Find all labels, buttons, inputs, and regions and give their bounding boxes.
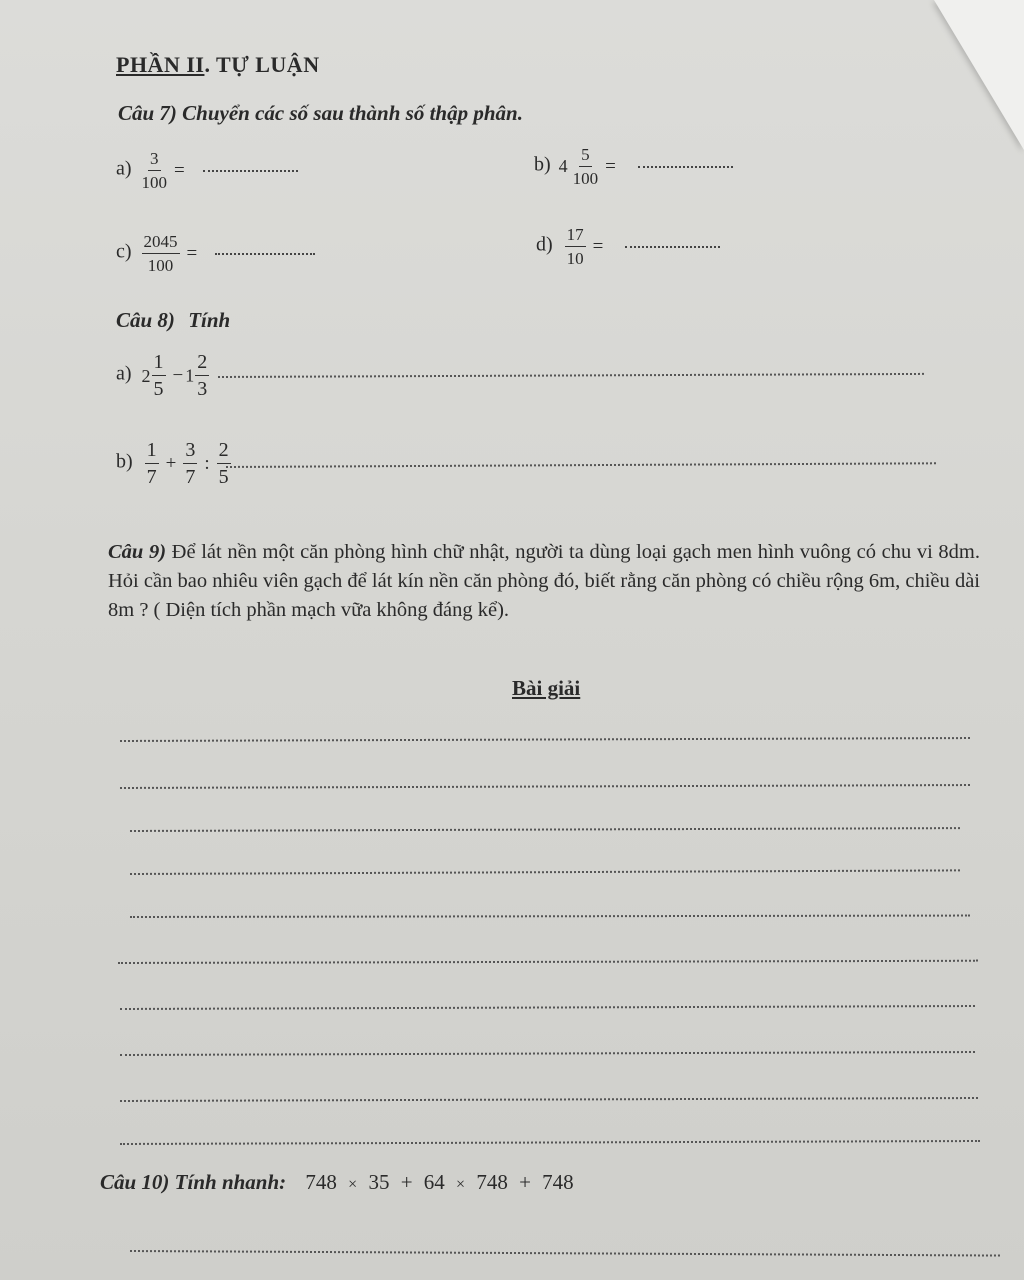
q7-d-numerator: 17 [565, 226, 586, 247]
q10-term-a: 748 [305, 1170, 337, 1194]
q7-c-numerator: 2045 [142, 233, 180, 254]
q8-b-numerator-1: 1 [145, 440, 159, 464]
q7-a-fraction [142, 150, 168, 192]
q10-times-1: × [348, 1176, 358, 1193]
q10-lead: Câu 10) Tính nhanh: [100, 1170, 287, 1194]
q7-a-answer-blank[interactable] [203, 170, 298, 172]
q10-term-c: 64 [423, 1170, 445, 1194]
q10-times-2: × [456, 1176, 466, 1193]
q7-b-fraction [573, 146, 599, 188]
q7-a-numerator: 3 [148, 150, 161, 171]
q8-a-whole-2: 1 [185, 365, 195, 386]
q8-a-numerator-1: 1 [152, 352, 166, 376]
q8-b-fraction-1 [145, 440, 159, 488]
q7-d-label: d) [536, 233, 553, 256]
solution-line[interactable] [130, 827, 960, 832]
q7-item-d [536, 226, 720, 268]
q7-c-denominator: 100 [147, 255, 174, 275]
q7-c-fraction [142, 233, 180, 275]
q7-a-denominator: 100 [141, 172, 168, 192]
q8-b-denominator-3: 5 [218, 466, 229, 488]
q7-item-c [116, 233, 315, 275]
q8-a-operator: − [172, 365, 184, 386]
q8-a-label: a) [116, 362, 132, 385]
q8-title-lead: Câu 8) [116, 308, 175, 332]
q7-a-equals: = [174, 159, 185, 181]
q8-b-answer-line[interactable] [226, 462, 936, 468]
q7-d-denominator: 10 [566, 248, 584, 268]
section-title-prefix: PHẦN II [116, 52, 205, 77]
q8-a-answer-line[interactable] [218, 373, 924, 378]
q7-b-equals: = [605, 155, 616, 177]
q8-a-numerator-2: 2 [195, 352, 209, 376]
q10-term-b: 35 [368, 1170, 390, 1194]
q8-a-fraction-2 [195, 352, 209, 400]
section-title [116, 52, 320, 78]
q8-b-denominator-2: 7 [185, 466, 196, 488]
q8-b-fraction-3 [217, 440, 231, 488]
folded-page-corner [934, 0, 1024, 150]
q8-a-denominator-1: 5 [153, 378, 164, 400]
q8-a-denominator-2: 3 [197, 378, 208, 400]
q7-item-b [534, 146, 733, 188]
solution-line[interactable] [120, 784, 970, 789]
q8-b-fraction-2 [183, 440, 197, 488]
q7-c-label: c) [116, 240, 132, 263]
solution-line[interactable] [120, 1097, 978, 1102]
solution-line[interactable] [120, 737, 970, 742]
q8-a-whole-1: 2 [141, 365, 151, 386]
solution-line[interactable] [130, 869, 960, 875]
q7-b-label: b) [534, 153, 551, 176]
solution-line[interactable] [118, 960, 978, 964]
q8-b-numerator-3: 2 [217, 440, 231, 464]
q8-item-b [116, 440, 232, 488]
q7-a-label: a) [116, 157, 132, 180]
q8-b-operator-1: + [165, 453, 177, 474]
q7-b-whole: 4 [558, 156, 568, 177]
question-10 [100, 1170, 574, 1195]
q7-b-denominator: 100 [572, 168, 599, 188]
q8-b-label: b) [116, 450, 133, 473]
question-9-text [108, 538, 980, 625]
question-8-title [116, 308, 230, 333]
solution-line[interactable] [130, 915, 970, 918]
q7-d-answer-blank[interactable] [625, 246, 720, 248]
q7-d-fraction [565, 226, 586, 268]
q10-plus-2: + [519, 1170, 531, 1194]
q10-answer-line[interactable] [130, 1250, 1000, 1257]
q7-b-answer-blank[interactable] [638, 166, 733, 168]
q9-lead: Câu 9) [108, 541, 167, 563]
q7-d-equals: = [592, 235, 604, 257]
solution-line[interactable] [120, 1051, 975, 1056]
section-title-suffix: . TỰ LUẬN [204, 52, 320, 77]
q7-item-a [116, 150, 298, 192]
question-7-title: Câu 7) Chuyển các số sau thành số thập phân. [118, 101, 523, 125]
q8-b-operator-2: : [204, 453, 210, 474]
q10-term-e: 748 [542, 1170, 574, 1194]
q8-a-fraction-1 [152, 352, 166, 400]
q10-plus-1: + [400, 1170, 413, 1194]
solution-line[interactable] [120, 1005, 975, 1010]
q9-body: Để lát nền một căn phòng hình chữ nhật, người ta dùng loại gạch men hình vuông có chu vi 8dm. Hỏi cần bao nhiêu viên gạch để lát kín nền căn phòng đó, biết rằng căn phòng có chiều rộng 6m, chiều dài 8m ? ( Diện tích phần mạch vữa không đáng kể). [108, 541, 980, 621]
q7-b-numerator: 5 [579, 146, 592, 167]
q8-title-rest: Tính [188, 308, 231, 332]
q8-b-denominator-1: 7 [146, 466, 157, 488]
q10-term-d: 748 [476, 1170, 508, 1194]
q7-c-equals: = [186, 242, 198, 264]
solution-title: Bài giải [512, 676, 581, 700]
q7-c-answer-blank[interactable] [215, 253, 315, 255]
q8-b-numerator-2: 3 [183, 440, 197, 464]
q8-item-a [116, 352, 210, 400]
solution-line[interactable] [120, 1140, 980, 1145]
